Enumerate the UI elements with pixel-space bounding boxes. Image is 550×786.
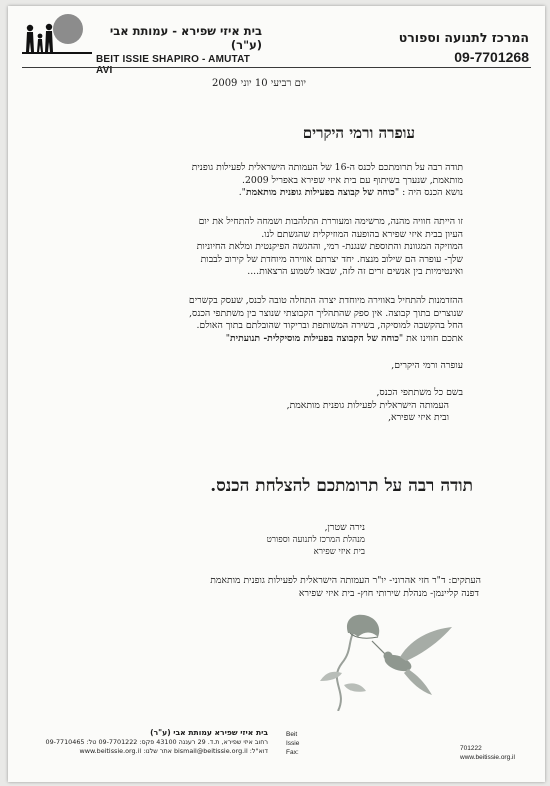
paragraph-line: שלך- עופרה הם שילוב מנצח. יחד יצרתם אווירה מיוחדת של קירוב לבבות [200, 253, 463, 265]
paragraph-line: זו הייתה חוויה מהנה, מרשימה ומעוררת התלהבות ושמחה להתחיל את יום [198, 216, 463, 227]
paragraph-line-bold-ending: אתכם חווינו את "כוחה של הקבוצה בפעילות מוסיקלית- תנועתית" [225, 332, 463, 344]
center-phone: 09-7701268 [454, 49, 529, 65]
paragraph-3 [63, 295, 463, 345]
org-logo-block [22, 24, 262, 76]
letter-page [8, 6, 545, 782]
greeting-heading: עופרה ורמי היקרים [302, 124, 415, 142]
center-name: המרכז לתנועה וספורט [398, 30, 529, 45]
signer-org: בית איזי שפירא [313, 547, 365, 557]
footer-website: www.beitissie.org.il [460, 754, 515, 761]
footer-org-name: בית איזי שפירא עמותת אבי (ע"ר) [150, 728, 268, 737]
conference-topic-line: נושא הכנס היה : "כוחה של קבוצה בפעילות גופנית מותאמת". [238, 187, 463, 198]
family-logo-icon [22, 14, 92, 56]
footer-mid-block: Beit Issie Fax: [286, 731, 300, 756]
footer-right-block [460, 744, 540, 762]
paragraph-line: תודה רבה על תרומתכם לכנס ה-16 של העמותה הישראלית לפעילות גופנית [191, 162, 463, 173]
paragraph-1 [63, 162, 463, 200]
org-name-english: BEIT ISSIE SHAPIRO - AMUTAT AVI [96, 54, 251, 76]
paragraph-line: ובית איזי שפירא, [388, 412, 449, 423]
paragraph-line: ההזדמנות להתחיל באווירה מיוחדת יצרה התחלה טובה לכנס, שעסק בקשרים [188, 295, 463, 306]
signer-role: מנהלת המרכז לתנועה וספורט [266, 535, 365, 545]
signature-block [225, 522, 365, 558]
paragraph-line: ואינטימיות בין אנשים זרים זה לזה, שבאו לשמוע הרצאות.... [247, 266, 463, 277]
signer-name: נירה שטרן, [324, 522, 365, 533]
paragraph-2 [63, 216, 463, 279]
paragraph-line: מותאמת, שנערך בשיתוף עם בית איזי שפירא באפריל 2009. [242, 174, 463, 186]
paragraph-line: העמותה הישראלית לפעילות גופנית מותאמת, [286, 399, 449, 411]
footer-org-details [38, 728, 268, 757]
footer-fax-number: 701222 [460, 745, 482, 752]
copies-block [11, 574, 481, 600]
paragraph-line: בשם כל משתתפי הכנס, [376, 387, 463, 398]
footer-contact: דוא"ל: bismail@beitissie.org.il אתר שלנו: www.beitissie.org.il [79, 747, 268, 755]
paragraph-line: העיון בבית איזי שפירא בהופעה המוזיקלית שהגשתם לנו. [261, 228, 463, 240]
footer-address: רחוב איזי שפירא, ת.ד. 29 רעננה 43100 פקס: 09-7701222 טל: 09-7710465 [45, 737, 268, 746]
hummingbird-flower-icon [308, 611, 458, 711]
copies-line-1: העתקים: ד"ר חזי אהרוני- יו"ר העמותה הישראלית לפעילות גופנית מותאמת [210, 575, 481, 586]
closing-salutation: עופרה ורמי היקרים, [391, 360, 463, 371]
conference-topic: כוחה של קבוצה בפעילות גופנית מותאמת [245, 187, 395, 198]
center-contact-block [339, 30, 529, 65]
paragraph-line: החל בהקשבה למוסיקה, בשירה המשותפת ובריקוד שהובלתם בתוך האולם. [196, 320, 463, 331]
closing-signoff [63, 387, 463, 425]
org-name-hebrew: בית איזי שפירא - עמותת אבי (ע"ר) [109, 24, 262, 52]
letter-date: יום רביעי 10 יוני 2009 [211, 78, 306, 89]
paragraph-line: המוזיקה המגוונת והתוספת שנגנת- רמי, וההגשה הפיקנטית ומלאת החיוניות [196, 241, 463, 252]
copies-line-2: דפנה קליינמן- מנהלת שירותי חוץ- בית איזי שפירא [298, 588, 479, 599]
paragraph-line: שנוצרים בתוך קבוצה. אין ספק שהתהליך הקבוצתי שנוצר בין משתתפי הכנס, [189, 307, 463, 319]
thanks-headline: תודה רבה על תרומתכם להצלחת הכנס. [210, 476, 473, 496]
header-divider [22, 67, 531, 68]
